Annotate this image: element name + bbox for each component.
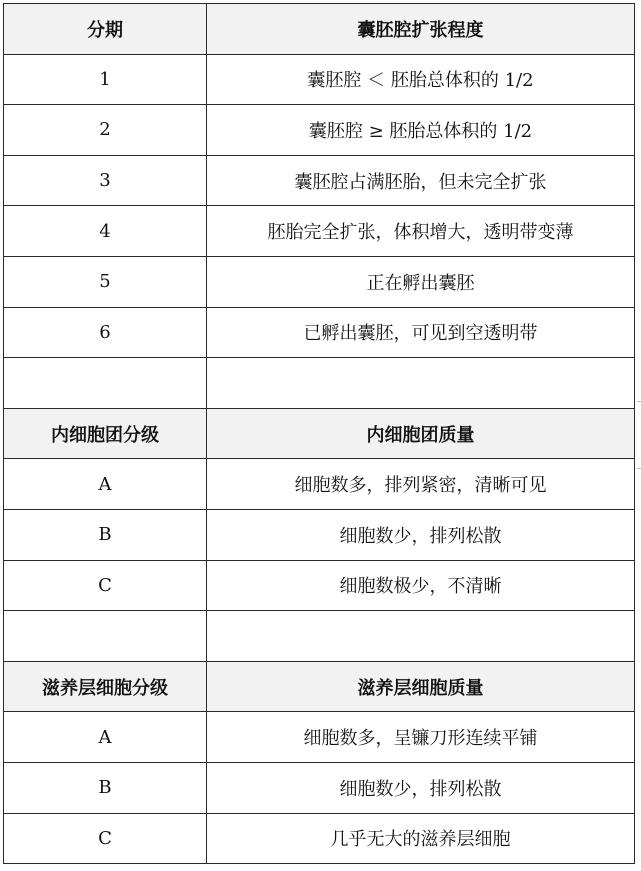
table-row — [4, 155, 635, 206]
grade-cell: B — [4, 509, 207, 560]
table-row — [4, 105, 635, 156]
stage-cell: 4 — [4, 206, 207, 257]
table-row — [4, 762, 635, 813]
grade-cell: C — [4, 560, 207, 611]
stage-cell: 3 — [4, 155, 207, 206]
table-row — [4, 54, 635, 105]
empty-cell — [207, 611, 635, 662]
table-row — [4, 560, 635, 611]
te-quality-header: 滋养层细胞质量 — [207, 661, 635, 712]
stage-cell: 2 — [4, 105, 207, 156]
table-row — [4, 509, 635, 560]
description-cell: 细胞数少，排列松散 — [207, 509, 635, 560]
stage-cell: 6 — [4, 307, 207, 358]
empty-cell — [207, 358, 635, 409]
edge-tick-mark — [637, 401, 641, 402]
edge-tick-mark — [637, 468, 641, 469]
table-row — [4, 712, 635, 763]
stage-cell: 5 — [4, 256, 207, 307]
table-row — [4, 307, 635, 358]
expansion-degree-header: 囊胚腔扩张程度 — [207, 4, 635, 55]
icm-header-row — [4, 408, 635, 459]
table-row — [4, 206, 635, 257]
blastocyst-grading-table — [3, 3, 635, 864]
grade-cell: B — [4, 762, 207, 813]
stage-header: 分期 — [4, 4, 207, 55]
spacer-row — [4, 611, 635, 662]
table-row — [4, 256, 635, 307]
spacer-row — [4, 358, 635, 409]
te-grade-header: 滋养层细胞分级 — [4, 661, 207, 712]
description-cell: 细胞数多，排列紧密，清晰可见 — [207, 459, 635, 510]
description-cell: 正在孵出囊胚 — [207, 256, 635, 307]
description-cell: 囊胚腔占满胚胎，但未完全扩张 — [207, 155, 635, 206]
grade-cell: A — [4, 459, 207, 510]
description-cell: 胚胎完全扩张，体积增大，透明带变薄 — [207, 206, 635, 257]
empty-cell — [4, 611, 207, 662]
table-row — [4, 813, 635, 864]
table-row — [4, 459, 635, 510]
stage-cell: 1 — [4, 54, 207, 105]
expansion-header-row — [4, 4, 635, 55]
icm-grade-header: 内细胞团分级 — [4, 408, 207, 459]
description-cell: 细胞数多，呈镰刀形连续平铺 — [207, 712, 635, 763]
empty-cell — [4, 358, 207, 409]
description-cell: 细胞数少，排列松散 — [207, 762, 635, 813]
icm-quality-header: 内细胞团质量 — [207, 408, 635, 459]
description-cell: 囊胚腔 ＜ 胚胎总体积的 1/2 — [207, 54, 635, 105]
description-cell: 囊胚腔 ≥ 胚胎总体积的 1/2 — [207, 105, 635, 156]
te-header-row — [4, 661, 635, 712]
description-cell: 已孵出囊胚，可见到空透明带 — [207, 307, 635, 358]
description-cell: 细胞数极少，不清晰 — [207, 560, 635, 611]
grade-cell: A — [4, 712, 207, 763]
description-cell: 几乎无大的滋养层细胞 — [207, 813, 635, 864]
grade-cell: C — [4, 813, 207, 864]
